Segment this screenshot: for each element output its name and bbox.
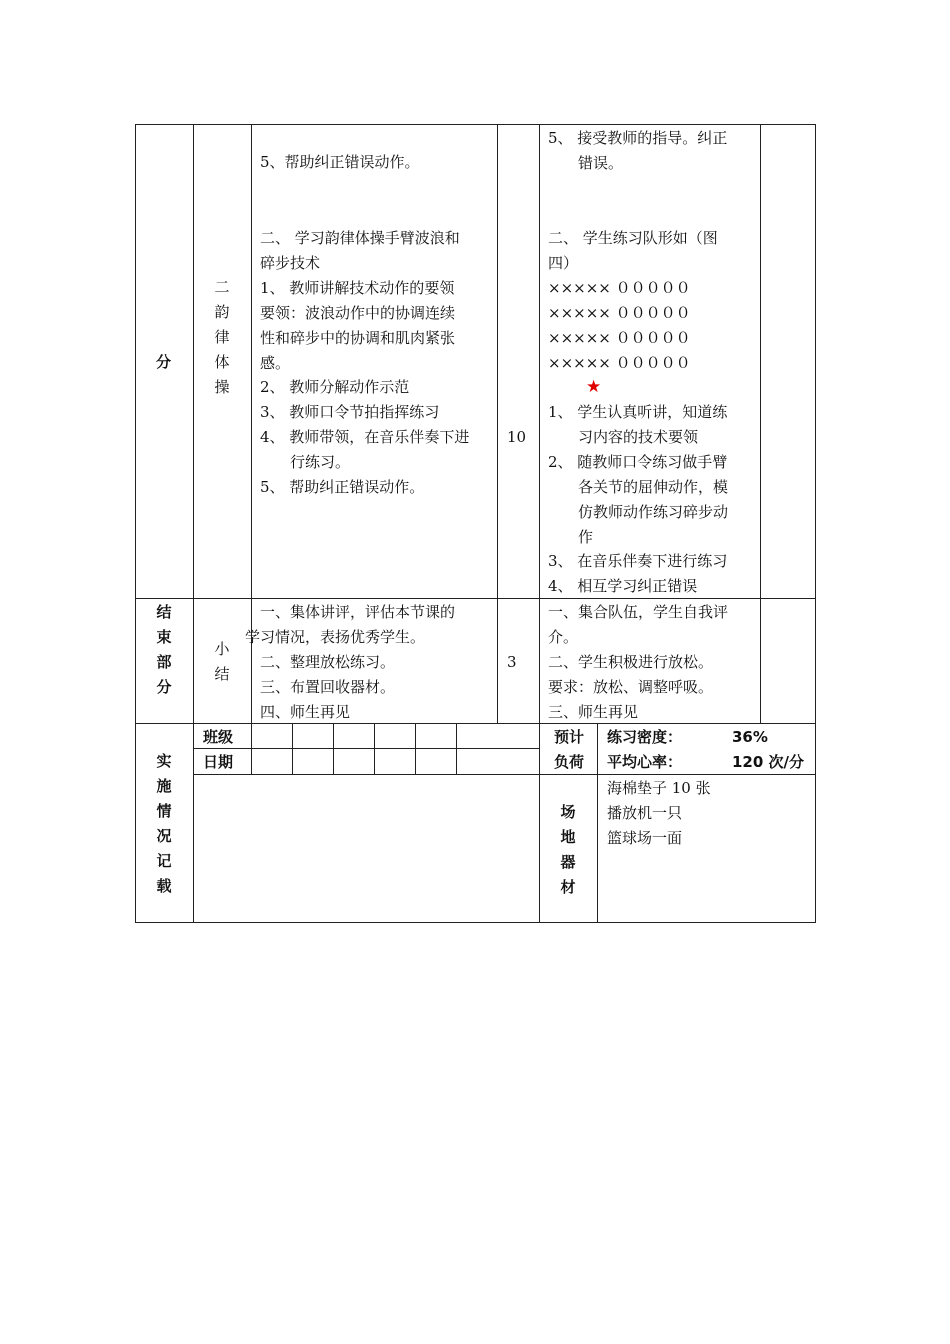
equipment-item: 篮球场一面 xyxy=(607,829,683,847)
density-value: 36% xyxy=(732,728,768,746)
date-row-bottom xyxy=(193,774,539,775)
teacher-title-2: 碎步技术 xyxy=(260,254,321,272)
equipment-item: 播放机一只 xyxy=(607,804,683,822)
teacher-position-star-icon: ★ xyxy=(586,377,602,397)
table-border-bottom xyxy=(135,922,815,923)
formation-row: ××××× ０００００ xyxy=(548,329,691,347)
class-label: 班级 xyxy=(203,728,234,746)
sub-part-label: 二韵律体操 xyxy=(214,278,230,396)
equipment-item: 海棉垫子 10 张 xyxy=(607,779,711,797)
time-value: 10 xyxy=(507,428,527,446)
col-divider-4 xyxy=(539,124,540,923)
col-divider-load xyxy=(597,723,598,923)
ending-student-item: 二、学生积极进行放松。 xyxy=(548,653,714,671)
student-item: 习内容的技术要领 xyxy=(578,428,699,446)
heart-rate-label: 平均心率： xyxy=(607,753,683,771)
ending-student-item: 要求：放松、调整呼吸。 xyxy=(548,678,714,696)
heart-rate-value: 120 次/分 xyxy=(732,753,805,771)
teacher-item: 感。 xyxy=(260,354,291,372)
student-item: 1、 学生认真听讲，知道练 xyxy=(548,403,728,421)
ending-student-item: 介。 xyxy=(548,628,579,646)
class-cell-divider xyxy=(292,723,293,774)
student-item: 3、 在音乐伴奏下进行练习 xyxy=(548,552,728,570)
ending-teacher-item: 二、整理放松练习。 xyxy=(260,653,396,671)
date-label: 日期 xyxy=(203,753,234,771)
ending-teacher-item: 一、集体讲评，评估本节课的 xyxy=(260,603,456,621)
top-student-text-2: 错误。 xyxy=(578,154,624,172)
summary-label: 小结 xyxy=(214,640,230,683)
ending-part-label: 结束部分 xyxy=(156,603,172,696)
student-item: 4、 相互学习纠正错误 xyxy=(548,577,698,595)
student-item: 各关节的屈伸动作，模 xyxy=(578,478,729,496)
formation-row: ××××× ０００００ xyxy=(548,304,691,322)
row-divider-1 xyxy=(135,598,815,599)
teacher-item: 2、 教师分解动作示范 xyxy=(260,378,410,396)
record-label: 实施情况记载 xyxy=(156,752,172,895)
student-item: 作 xyxy=(578,528,594,546)
class-row-divider xyxy=(193,748,539,749)
ending-student-item: 一、集合队伍，学生自我评 xyxy=(548,603,729,621)
part-label: 分 xyxy=(156,353,172,371)
teacher-item: 行练习。 xyxy=(290,453,351,471)
density-label: 练习密度： xyxy=(607,728,683,746)
col-divider-3 xyxy=(497,124,498,724)
ending-student-item: 三、师生再见 xyxy=(548,703,639,721)
formation-row: ××××× ０００００ xyxy=(548,279,691,297)
teacher-item: 5、 帮助纠正错误动作。 xyxy=(260,478,425,496)
class-cell-divider xyxy=(456,723,457,774)
student-title-2: 四） xyxy=(548,254,579,272)
ending-teacher-item: 学习情况，表扬优秀学生。 xyxy=(245,628,426,646)
col-divider-1 xyxy=(193,124,194,923)
top-teacher-text: 5、帮助纠正错误动作。 xyxy=(260,153,420,171)
ending-time-value: 3 xyxy=(507,653,517,671)
table-border-top xyxy=(135,124,815,125)
ending-teacher-item: 四、师生再见 xyxy=(260,703,351,721)
ending-teacher-item: 三、布置回收器材。 xyxy=(260,678,396,696)
teacher-item: 要领：波浪动作中的协调连续 xyxy=(260,304,456,322)
teacher-item: 1、 教师讲解技术动作的要领 xyxy=(260,279,455,297)
class-cell-divider xyxy=(374,723,375,774)
teacher-title-1: 二、 学习韵律体操手臂波浪和 xyxy=(260,229,460,247)
row-divider-2 xyxy=(135,723,815,724)
load-label: 预计负荷 xyxy=(553,728,584,771)
teacher-item: 4、 教师带领，在音乐伴奏下进 xyxy=(260,428,470,446)
col-divider-2 xyxy=(251,124,252,774)
student-item: 2、 随教师口令练习做手臂 xyxy=(548,453,728,471)
class-cell-divider xyxy=(333,723,334,774)
student-title-1: 二、 学生练习队形如（图 xyxy=(548,229,718,247)
formation-row: ××××× ０００００ xyxy=(548,354,691,372)
teacher-item: 性和碎步中的协调和肌肉紧张 xyxy=(260,329,456,347)
equipment-label: 场地器材 xyxy=(560,803,576,896)
col-divider-5 xyxy=(760,124,761,724)
table-border-right xyxy=(815,124,816,923)
teacher-item: 3、 教师口令节拍指挥练习 xyxy=(260,403,440,421)
student-item: 仿教师动作练习碎步动 xyxy=(578,503,729,521)
class-cell-divider xyxy=(415,723,416,774)
table-border-left xyxy=(135,124,136,923)
top-student-text-1: 5、 接受教师的指导。纠正 xyxy=(548,129,728,147)
